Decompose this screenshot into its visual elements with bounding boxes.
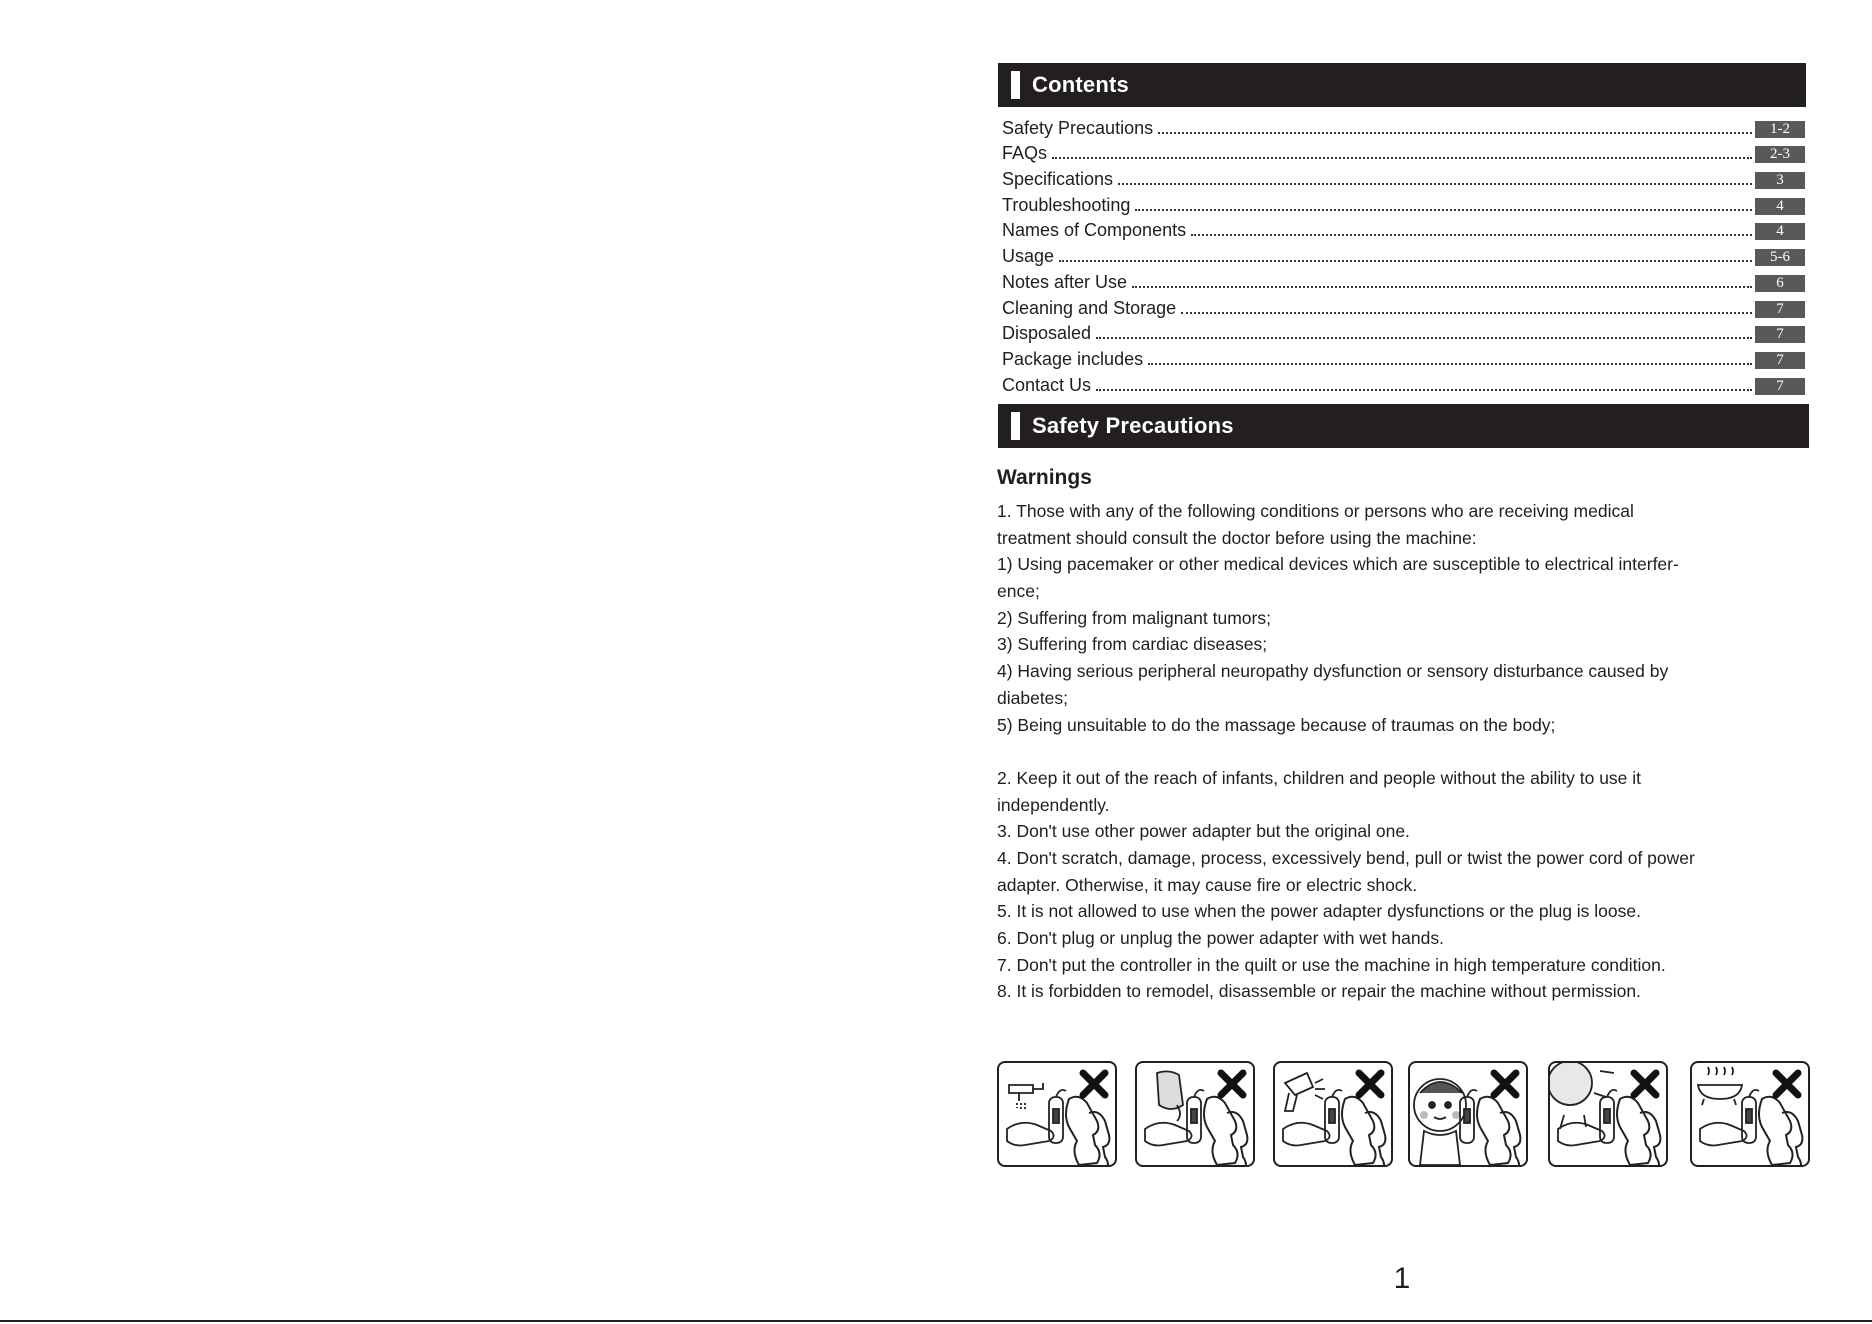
no-bathtub-icon — [1690, 1061, 1810, 1167]
warning-line: 4. Don't scratch, damage, process, excessively bend, pull or twist the power cord of power — [997, 847, 1695, 868]
warning-line: independently. — [997, 794, 1110, 815]
toc-label: Safety Precautions — [1002, 117, 1154, 138]
warnings-heading: Warnings — [997, 466, 1092, 489]
toc-leader-dots — [1052, 157, 1752, 159]
toc-page-badge: 3 — [1755, 172, 1805, 189]
toc-page-badge: 7 — [1755, 378, 1805, 395]
warning-line: 3. Don't use other power adapter but the original one. — [997, 821, 1410, 842]
toc-leader-dots — [1096, 389, 1752, 391]
toc-label: Specifications — [1002, 169, 1114, 190]
toc-page-badge: 4 — [1755, 223, 1805, 240]
toc-leader-dots — [1191, 234, 1752, 236]
warning-line: 2) Suffering from malignant tumors; — [997, 607, 1271, 628]
toc-row — [1002, 267, 1805, 293]
toc-label: Cleaning and Storage — [1002, 297, 1177, 318]
toc-page-badge: 7 — [1755, 301, 1805, 318]
toc-leader-dots — [1096, 337, 1752, 339]
toc-label: Disposaled — [1002, 323, 1092, 344]
warning-line: adapter. Otherwise, it may cause fire or electric shock. — [997, 874, 1418, 895]
warning-line: 2. Keep it out of the reach of infants, children and people without the ability to use it — [997, 767, 1642, 788]
toc-label: FAQs — [1002, 143, 1048, 164]
no-hair-dryer-icon — [1273, 1061, 1393, 1167]
toc-leader-dots — [1158, 132, 1752, 134]
toc-label: Names of Components — [1002, 220, 1187, 241]
toc-leader-dots — [1059, 260, 1752, 262]
toc-page-badge: 6 — [1755, 275, 1805, 292]
toc-row — [1002, 216, 1805, 242]
warning-line: 7. Don't put the controller in the quilt or use the machine in high temperature condition. — [997, 954, 1666, 975]
toc-leader-dots — [1181, 312, 1752, 314]
safety-precautions-title: Safety Precautions — [1032, 413, 1234, 438]
toc-row — [1002, 241, 1805, 267]
safety-precautions-header — [998, 404, 1809, 448]
warning-line: 5) Being unsuitable to do the massage because of traumas on the body; — [997, 714, 1556, 735]
page-number: 1 — [1393, 1262, 1411, 1295]
toc-row — [1002, 293, 1805, 319]
toc-row — [1002, 164, 1805, 190]
toc-page-badge: 5-6 — [1755, 249, 1805, 266]
toc-label: Troubleshooting — [1002, 194, 1131, 215]
table-of-contents — [1002, 113, 1805, 396]
warning-line: 3) Suffering from cardiac diseases; — [997, 634, 1268, 655]
contents-title: Contents — [1032, 72, 1129, 97]
no-sunlight-icon — [1548, 1061, 1668, 1167]
page-bottom-rule — [0, 1320, 1872, 1322]
toc-label: Package includes — [1002, 348, 1144, 369]
toc-row — [1002, 190, 1805, 216]
toc-page-badge: 7 — [1755, 326, 1805, 343]
warning-line: treatment should consult the doctor before using the machine: — [997, 527, 1477, 548]
toc-row — [1002, 370, 1805, 396]
warning-line: 1) Using pacemaker or other medical devices which are susceptible to electrical interfer- — [997, 554, 1679, 575]
toc-leader-dots — [1148, 363, 1752, 365]
warning-line: 5. It is not allowed to use when the power adapter dysfunctions or the plug is loose. — [997, 901, 1641, 922]
no-wet-cloth-icon — [1135, 1061, 1255, 1167]
toc-row — [1002, 139, 1805, 165]
paragraph-gap — [997, 738, 1813, 765]
toc-row — [1002, 319, 1805, 345]
warning-line: 1. Those with any of the following conditions or persons who are receiving medical — [997, 501, 1634, 521]
toc-page-badge: 4 — [1755, 198, 1805, 215]
warning-line: 8. It is forbidden to remodel, disassemble or repair the machine without permission. — [997, 981, 1641, 1002]
header-accent — [1011, 412, 1020, 440]
toc-page-badge: 7 — [1755, 352, 1805, 369]
toc-row — [1002, 344, 1805, 370]
toc-page-badge: 2-3 — [1755, 146, 1805, 163]
toc-leader-dots — [1118, 183, 1752, 185]
header-accent — [1011, 71, 1020, 99]
toc-leader-dots — [1135, 209, 1752, 211]
prohibition-icons-row — [997, 1061, 1812, 1169]
toc-leader-dots — [1132, 286, 1752, 288]
no-children-icon — [1408, 1061, 1528, 1167]
toc-page-badge: 1-2 — [1755, 121, 1805, 138]
contents-header — [998, 63, 1806, 107]
toc-label: Usage — [1002, 246, 1055, 267]
no-water-faucet-icon — [997, 1061, 1117, 1167]
warning-line: 6. Don't plug or unplug the power adapter with wet hands. — [997, 928, 1444, 948]
toc-row — [1002, 113, 1805, 139]
warning-line: 4) Having serious peripheral neuropathy dysfunction or sensory disturbance caused by — [997, 661, 1669, 682]
toc-label: Notes after Use — [1002, 271, 1128, 292]
toc-label: Contact Us — [1002, 374, 1092, 395]
warning-line: diabetes; — [997, 687, 1069, 708]
warning-line: ence; — [997, 581, 1040, 602]
warnings-text — [997, 498, 1813, 1005]
